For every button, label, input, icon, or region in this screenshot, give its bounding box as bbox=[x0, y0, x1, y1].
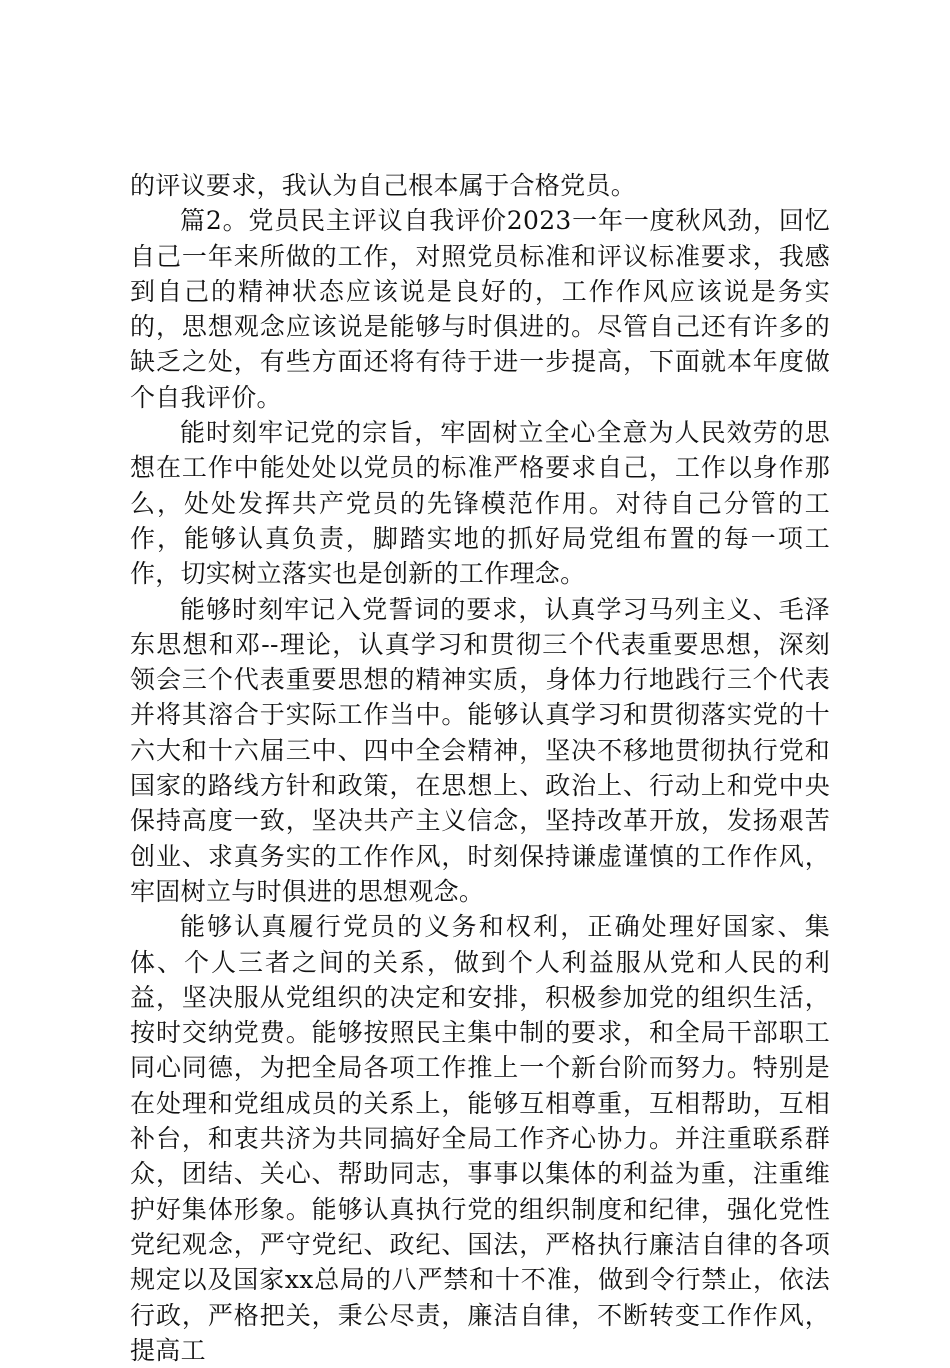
paragraph-section-2-intro: 篇2。党员民主评议自我评价2023一年一度秋风劲，回忆自己一年来所做的工作，对照党员标准和评议标准要求，我感到自己的精神状态应该说是良好的，工作作风应该说是务实的，思想观念应该说是能够与时俱进的。尽管自己还有许多的缺乏之处，有些方面还将有待于进一步提高，下面就本年度做个自我评价。 bbox=[130, 206, 830, 412]
document-body bbox=[130, 168, 830, 1368]
paragraph-party-purpose: 能时刻牢记党的宗旨，牢固树立全心全意为人民效劳的思想在工作中能处处以党员的标准严格要求自己，工作以身作那么，处处发挥共产党员的先锋模范作用。对待自己分管的工作，能够认真负责，脚踏实地的抓好局党组布置的每一项工作，切实树立落实也是创新的工作理念。 bbox=[130, 418, 830, 589]
paragraph-oath-study: 能够时刻牢记入党誓词的要求，认真学习马列主义、毛泽东思想和邓--理论，认真学习和贯彻三个代表重要思想，深刻领会三个代表重要思想的精神实质，身体力行地践行三个代表并将其溶合于实际工作当中。能够认真学习和贯彻落实党的十六大和十六届三中、四中全会精神，坚决不移地贯彻执行党和国家的路线方针和政策，在思想上、政治上、行动上和党中央保持高度一致，坚决共产主义信念，坚持改革开放，发扬艰苦创业、求真务实的工作作风，时刻保持谦虚谨慎的工作作风，牢固树立与时俱进的思想观念。 bbox=[130, 594, 830, 906]
paragraph-continuation: 的评议要求，我认为自己根本属于合格党员。 bbox=[130, 171, 637, 200]
paragraph-duties-rights: 能够认真履行党员的义务和权利，正确处理好国家、集体、个人三者之间的关系，做到个人利益服从党和人民的利益，坚决服从党组织的决定和安排，积极参加党的组织生活，按时交纳党费。能够按照民主集中制的要求，和全局干部职工同心同德，为把全局各项工作推上一个新台阶而努力。特别是在处理和党组成员的关系上，能够互相尊重，互相帮助，互相补台，和衷共济为共同搞好全局工作齐心协力。并注重联系群众，团结、关心、帮助同志，事事以集体的利益为重，注重维护好集体形象。能够认真执行党的组织制度和纪律，强化党性党纪观念，严守党纪、政纪、国法，严格执行廉洁自律的各项规定以及国家xx总局的八严禁和十不准，做到令行禁止，依法行政，严格把关，秉公尽责，廉洁自律，不断转变工作作风，提高工 bbox=[130, 912, 830, 1365]
